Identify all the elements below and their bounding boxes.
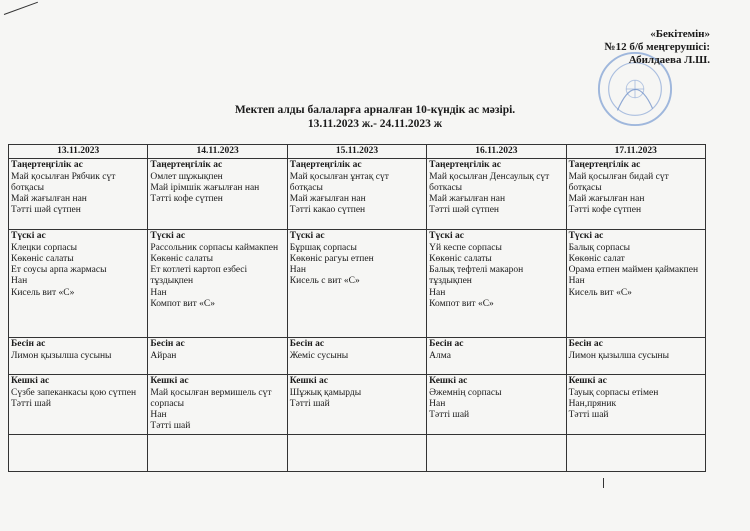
menu-cell xyxy=(566,230,705,338)
dish-item: Жеміс сусыны xyxy=(289,350,349,361)
meal-heading: Таңертеңгілік ас xyxy=(150,160,223,171)
dish-item: Нан xyxy=(11,276,28,287)
meal-heading: Бесін ас xyxy=(289,339,325,350)
empty-cell xyxy=(9,434,148,471)
meal-heading: Кешкі ас xyxy=(150,376,189,387)
approval-block xyxy=(605,28,710,67)
menu-cell xyxy=(287,338,426,375)
title-period: 13.11.2023 ж.- 24.11.2023 ж xyxy=(307,118,443,130)
lunch-row xyxy=(9,230,706,338)
dish-item: Рассольник сорпасы каймакпен xyxy=(150,242,279,253)
dish-item: Компот вит «С» xyxy=(150,299,216,310)
menu-cell xyxy=(148,375,287,434)
meal-heading: Кешкі ас xyxy=(289,376,328,387)
menu-cell xyxy=(427,230,566,338)
dish-item: Май жағылған нан xyxy=(568,194,645,205)
meal-heading: Түскі ас xyxy=(150,231,186,242)
dish-item: Тәтті шай xyxy=(568,410,609,421)
dish-item: Орама етпен маймен қаймакпен xyxy=(568,265,699,276)
date-header-row xyxy=(9,145,706,159)
empty-cell xyxy=(148,434,287,471)
dish-item: Лимон қызылша сусыны xyxy=(11,350,112,361)
approval-position: №12 б/б меңгерушісі: xyxy=(604,41,710,53)
dish-item: Май жағылған нан xyxy=(429,194,506,205)
date-header: 14.11.2023 xyxy=(148,145,287,159)
dish-item: Көкөніс салат xyxy=(568,253,625,264)
menu-cell xyxy=(566,375,705,434)
dish-item: Май қосылған бидай сүт ботқасы xyxy=(568,171,669,193)
dish-item: Клецки сорпасы xyxy=(11,242,78,253)
dish-item: Май жағылған нан xyxy=(11,194,87,205)
empty-cell xyxy=(427,434,566,471)
menu-cell xyxy=(566,159,705,230)
meal-heading: Таңертеңгілік ас xyxy=(11,160,83,171)
menu-cell xyxy=(9,338,148,375)
empty-row xyxy=(9,434,706,471)
date-header: 15.11.2023 xyxy=(287,145,426,159)
meal-heading: Бесін ас xyxy=(429,339,464,350)
dish-item: Тәтті кофе сүтпен xyxy=(568,205,642,216)
dish-item: Нан xyxy=(568,276,585,287)
dish-item: Тауық сорпасы етімен xyxy=(568,387,659,398)
dish-item: Сүзбе запеканкасы қою сүтпен xyxy=(11,387,137,398)
dinner-row xyxy=(9,375,706,434)
menu-cell xyxy=(427,338,566,375)
dish-item: Әжемнің сорпасы xyxy=(429,387,502,398)
dish-item: Тәтті шай xyxy=(289,398,330,409)
menu-cell xyxy=(427,375,566,434)
dish-item: Бұршақ сорпасы xyxy=(289,242,357,253)
scan-mark xyxy=(4,2,38,15)
dish-item: Тәтті шай xyxy=(11,398,51,409)
dish-item: Ет котлеті картоп езбесі тұздықпен xyxy=(150,265,248,287)
dish-item: Лимон қызылша сусыны xyxy=(568,350,669,361)
menu-cell xyxy=(427,159,566,230)
menu-cell xyxy=(148,159,287,230)
dish-item: Кисель вит «С» xyxy=(568,287,632,298)
menu-table xyxy=(8,144,706,472)
dish-item: Үй кеспе сорпасы xyxy=(429,242,502,253)
dish-item: Көкөніс салаты xyxy=(11,253,74,264)
dish-item: Нан xyxy=(289,265,306,276)
menu-cell xyxy=(566,338,705,375)
dish-item: Май қосылған вермишель сүт сорпасы xyxy=(150,387,272,409)
dish-item: Көкөніс салаты xyxy=(150,253,214,264)
page-title xyxy=(0,103,750,131)
menu-cell xyxy=(9,230,148,338)
dish-item: Балық тефтелі макарон тұздықпен xyxy=(429,265,524,287)
title-main: Мектеп алды балаларға арналған 10-күндік ас мәзірі. xyxy=(234,104,516,116)
dish-item: Омлет шұжықпен xyxy=(150,171,223,182)
date-header: 13.11.2023 xyxy=(9,145,148,159)
dish-item: Май қосылған Рябчик сүт ботқасы xyxy=(11,171,116,193)
dish-item: Алма xyxy=(429,350,451,361)
dish-item: Нан,пряник xyxy=(568,398,617,409)
dish-item: Май қосылған ұнтақ сүт ботқасы xyxy=(289,171,389,193)
meal-heading: Түскі ас xyxy=(429,231,464,242)
scan-mark xyxy=(603,478,604,488)
dish-item: Май ірімшік жағылған нан xyxy=(150,182,260,193)
meal-heading: Кешкі ас xyxy=(568,376,607,387)
menu-cell xyxy=(148,338,287,375)
dish-item: Көкөніс салаты xyxy=(429,253,492,264)
dish-item: Нан xyxy=(429,287,446,298)
dish-item: Балық сорпасы xyxy=(568,242,631,253)
dish-item: Ет соусы арпа жармасы xyxy=(11,265,107,276)
menu-cell xyxy=(148,230,287,338)
meal-heading: Кешкі ас xyxy=(429,376,468,387)
dish-item: Нан xyxy=(150,410,167,421)
snack-row xyxy=(9,338,706,375)
meal-heading: Таңертеңгілік ас xyxy=(289,160,362,171)
meal-heading: Түскі ас xyxy=(289,231,325,242)
dish-item: Май қосылған Денсаулық сүт боткасы xyxy=(429,171,550,193)
menu-cell xyxy=(287,159,426,230)
menu-body xyxy=(9,159,706,471)
dish-item: Май жағылған нан xyxy=(289,194,366,205)
meal-heading: Бесін ас xyxy=(11,339,46,350)
meal-heading: Түскі ас xyxy=(11,231,46,242)
date-header: 16.11.2023 xyxy=(427,145,566,159)
meal-heading: Таңертеңгілік ас xyxy=(568,160,641,171)
dish-item: Нан xyxy=(429,398,446,409)
meal-heading: Бесін ас xyxy=(150,339,185,350)
dish-item: Нан xyxy=(150,287,167,298)
dish-item: Айран xyxy=(150,350,177,361)
menu-cell xyxy=(287,230,426,338)
dish-item: Тәтті кофе сүтпен xyxy=(150,194,223,205)
meal-heading: Кешкі ас xyxy=(11,376,50,387)
approval-name: Абилдаева Л.Ш. xyxy=(628,54,710,66)
menu-cell xyxy=(9,375,148,434)
empty-cell xyxy=(287,434,426,471)
dish-item: Тәтті шай xyxy=(429,410,470,421)
dish-item: Кисель вит «С» xyxy=(11,287,75,298)
meal-heading: Түскі ас xyxy=(568,231,604,242)
dish-item: Кисель с вит «С» xyxy=(289,276,360,287)
dish-item: Шұжық қамырды xyxy=(289,387,362,398)
breakfast-row xyxy=(9,159,706,230)
dish-item: Компот вит «С» xyxy=(429,299,494,310)
dish-item: Көкөніс рагуы етпен xyxy=(289,253,374,264)
meal-heading: Таңертеңгілік ас xyxy=(429,160,501,171)
menu-cell xyxy=(287,375,426,434)
empty-cell xyxy=(566,434,705,471)
dish-item: Тәтті шай xyxy=(150,421,191,432)
dish-item: Тәтті какао сүтпен xyxy=(289,205,366,216)
meal-heading: Бесін ас xyxy=(568,339,603,350)
dish-item: Тәтті шәй сүтпен xyxy=(429,205,500,216)
dish-item: Тәтті шәй сүтпен xyxy=(11,205,81,216)
approval-heading: «Бекітемін» xyxy=(650,28,710,40)
date-header: 17.11.2023 xyxy=(566,145,705,159)
menu-cell xyxy=(9,159,148,230)
